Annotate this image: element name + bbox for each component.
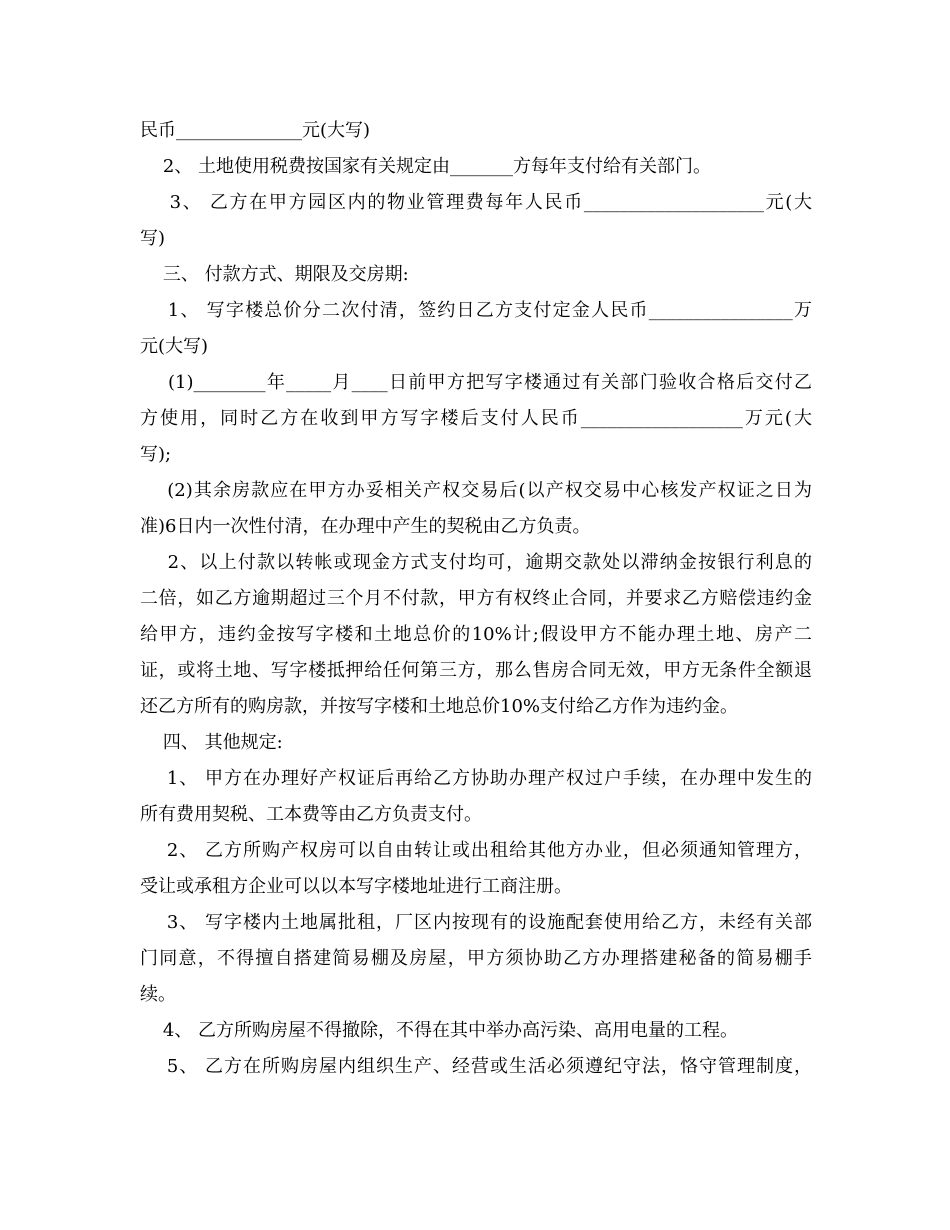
text-line: 二倍，如乙方逾期超过三个月不付款，甲方有权终止合同，并要求乙方赔偿违约金: [140, 588, 812, 609]
text-line: 写): [140, 228, 166, 249]
text-line: 还乙方所有的购房款，并按写字楼和土地总价10%支付给乙方作为违约金。: [140, 696, 739, 717]
text-line: 民币______________元(大写): [140, 120, 371, 141]
text-line: 5、 乙方在所购房屋内组织生产、经营或生活必须遵纪守法，恪守管理制度，: [140, 1056, 812, 1077]
text-line: 证，或将土地、写字楼抵押给任何第三方，那么售房合同无效，甲方无条件全额退: [140, 660, 812, 681]
text-line: 写);: [140, 444, 172, 465]
document-body: [140, 113, 812, 1085]
text-line: (1)________年_____月____日前甲方把写字楼通过有关部门验收合格后交付乙: [140, 372, 812, 393]
text-line: 所有费用契税、工本费等由乙方负责支付。: [140, 804, 482, 825]
text-line: 给甲方，违约金按写字楼和土地总价的10%计;假设甲方不能办理土地、房产二: [140, 624, 812, 645]
text-line: 续。: [140, 984, 176, 1005]
text-line: (2)其余房款应在甲方办妥相关产权交易后(以产权交易中心核发产权证之日为: [140, 480, 812, 501]
text-line: 3、 写字楼内土地属批租，厂区内按现有的设施配套使用给乙方，未经有关部: [140, 912, 812, 933]
text-line: 2、以上付款以转帐或现金方式支付均可，逾期交款处以滞纳金按银行利息的: [140, 552, 812, 573]
text-line: 门同意，不得擅自搭建简易棚及房屋，甲方须协助乙方办理搭建秘备的简易棚手: [140, 948, 812, 969]
text-line: 准)6日内一次性付清，在办理中产生的契税由乙方负责。: [140, 516, 591, 537]
text-line: 元(大写): [140, 336, 209, 357]
text-line: 1、 甲方在办理好产权证后再给乙方协助办理产权过户手续，在办理中发生的: [140, 768, 812, 789]
text-line: 1、 写字楼总价分二次付清，签约日乙方支付定金人民币________________万: [140, 300, 812, 321]
text-line: 方使用，同时乙方在收到甲方写字楼后支付人民币__________________万元(大: [140, 408, 812, 429]
text-line: 受让或承租方企业可以以本写字楼地址进行工商注册。: [140, 876, 572, 897]
text-line: 2、 乙方所购产权房可以自由转让或出租给其他方办业，但必须通知管理方，: [140, 840, 812, 861]
text-line: 4、 乙方所购房屋不得撤除，不得在其中举办高污染、高用电量的工程。: [140, 1020, 739, 1041]
text-line: 3、 乙方在甲方园区内的物业管理费每年人民币____________________元(大: [140, 192, 812, 213]
section-heading: 四、 其他规定:: [140, 732, 283, 753]
section-heading: 三、 付款方式、期限及交房期:: [140, 264, 409, 285]
text-line: 2、 土地使用税费按国家有关规定由_______方每年支付给有关部门。: [140, 156, 712, 177]
